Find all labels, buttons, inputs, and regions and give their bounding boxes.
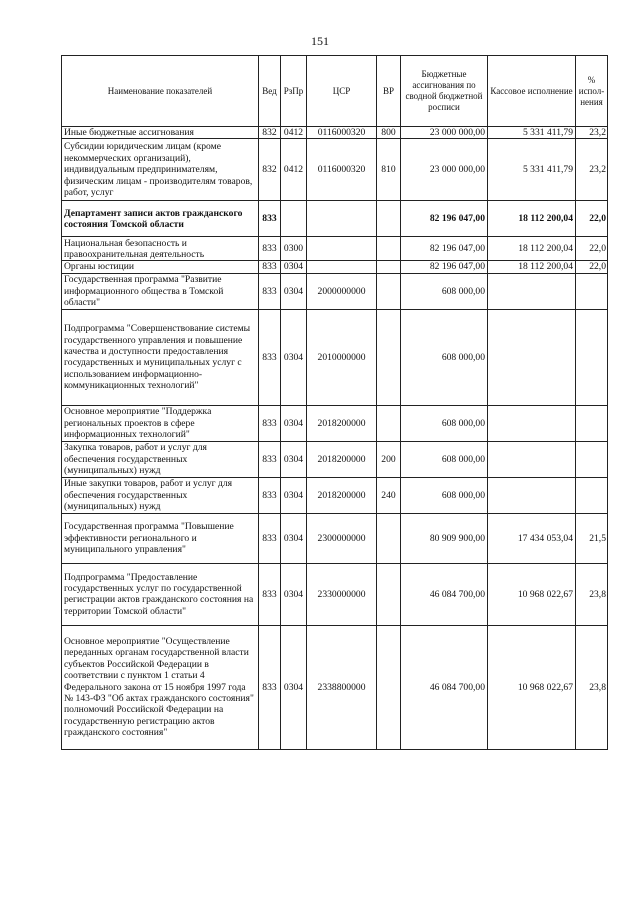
row-execution-cell bbox=[488, 477, 576, 513]
row-ved-cell: 832 bbox=[259, 127, 281, 139]
row-ved-cell: 833 bbox=[259, 309, 281, 405]
row-assignments-cell: 46 084 700,00 bbox=[401, 563, 488, 625]
row-rzpr-cell: 0304 bbox=[281, 563, 307, 625]
row-assignments-cell: 23 000 000,00 bbox=[401, 127, 488, 139]
row-ved-cell: 833 bbox=[259, 625, 281, 749]
row-execution-cell: 18 112 200,04 bbox=[488, 237, 576, 261]
row-csr-cell: 0116000320 bbox=[307, 139, 377, 201]
table-row bbox=[62, 261, 608, 273]
row-execution-cell: 5 331 411,79 bbox=[488, 127, 576, 139]
row-vr-cell: 810 bbox=[377, 139, 401, 201]
row-percent-cell bbox=[576, 309, 608, 405]
row-csr-cell: 2338800000 bbox=[307, 625, 377, 749]
table-row bbox=[62, 441, 608, 477]
row-ved-cell: 833 bbox=[259, 563, 281, 625]
header-rzpr: РзПр bbox=[281, 56, 307, 127]
table-header-row bbox=[62, 56, 608, 127]
row-assignments-cell: 46 084 700,00 bbox=[401, 625, 488, 749]
row-rzpr-cell: 0304 bbox=[281, 441, 307, 477]
row-rzpr-cell: 0304 bbox=[281, 405, 307, 441]
row-ved-cell: 833 bbox=[259, 405, 281, 441]
row-ved-cell: 833 bbox=[259, 261, 281, 273]
row-execution-cell bbox=[488, 273, 576, 309]
row-csr-cell: 2018200000 bbox=[307, 441, 377, 477]
row-csr-cell bbox=[307, 261, 377, 273]
row-percent-cell bbox=[576, 405, 608, 441]
header-csr: ЦСР bbox=[307, 56, 377, 127]
row-csr-cell: 2300000000 bbox=[307, 513, 377, 563]
header-name: Наименование показателей bbox=[62, 56, 259, 127]
table-row bbox=[62, 273, 608, 309]
table-row bbox=[62, 127, 608, 139]
row-execution-cell bbox=[488, 405, 576, 441]
row-assignments-cell: 608 000,00 bbox=[401, 405, 488, 441]
header-percent: % испол-нения bbox=[576, 56, 608, 127]
row-rzpr-cell bbox=[281, 201, 307, 237]
row-assignments-cell: 608 000,00 bbox=[401, 477, 488, 513]
row-percent-cell bbox=[576, 273, 608, 309]
row-execution-cell: 5 331 411,79 bbox=[488, 139, 576, 201]
row-vr-cell bbox=[377, 309, 401, 405]
row-execution-cell: 18 112 200,04 bbox=[488, 201, 576, 237]
header-execution: Кассовое исполнение bbox=[488, 56, 576, 127]
row-vr-cell: 800 bbox=[377, 127, 401, 139]
row-percent-cell bbox=[576, 477, 608, 513]
row-rzpr-cell: 0300 bbox=[281, 237, 307, 261]
row-assignments-cell: 608 000,00 bbox=[401, 273, 488, 309]
row-vr-cell bbox=[377, 625, 401, 749]
row-name-cell: Субсидии юридическим лицам (кроме некоммерческих организаций), индивидуальным предпринимателям, физическим лицам - производителям товаров, работ, услуг bbox=[62, 139, 259, 201]
row-name-cell: Департамент записи актов гражданского состояния Томской области bbox=[62, 201, 259, 237]
row-ved-cell: 833 bbox=[259, 513, 281, 563]
table-row bbox=[62, 139, 608, 201]
table-row bbox=[62, 513, 608, 563]
row-csr-cell: 2000000000 bbox=[307, 273, 377, 309]
row-percent-cell: 23,2 bbox=[576, 139, 608, 201]
table-row bbox=[62, 237, 608, 261]
header-vr: ВР bbox=[377, 56, 401, 127]
row-percent-cell: 23,2 bbox=[576, 127, 608, 139]
row-vr-cell bbox=[377, 201, 401, 237]
row-assignments-cell: 23 000 000,00 bbox=[401, 139, 488, 201]
row-ved-cell: 833 bbox=[259, 441, 281, 477]
header-ved: Вед bbox=[259, 56, 281, 127]
row-rzpr-cell: 0304 bbox=[281, 273, 307, 309]
table-row bbox=[62, 201, 608, 237]
table-row bbox=[62, 405, 608, 441]
row-vr-cell bbox=[377, 261, 401, 273]
row-percent-cell: 23,8 bbox=[576, 563, 608, 625]
row-name-cell: Подпрограмма "Совершенствование системы государственного управления и повышение качества и доступности предоставления государственных и муниципальных услуг с использованием информационно-коммуникационных технологий" bbox=[62, 309, 259, 405]
table-row bbox=[62, 563, 608, 625]
row-rzpr-cell: 0412 bbox=[281, 139, 307, 201]
row-name-cell: Государственная программа "Повышение эффективности регионального и муниципального управления" bbox=[62, 513, 259, 563]
row-csr-cell: 2018200000 bbox=[307, 405, 377, 441]
row-csr-cell: 2010000000 bbox=[307, 309, 377, 405]
row-execution-cell bbox=[488, 441, 576, 477]
row-name-cell: Иные закупки товаров, работ и услуг для обеспечения государственных (муниципальных) нужд bbox=[62, 477, 259, 513]
row-vr-cell bbox=[377, 563, 401, 625]
row-vr-cell bbox=[377, 237, 401, 261]
row-execution-cell: 18 112 200,04 bbox=[488, 261, 576, 273]
row-assignments-cell: 608 000,00 bbox=[401, 309, 488, 405]
row-name-cell: Иные бюджетные ассигнования bbox=[62, 127, 259, 139]
row-vr-cell bbox=[377, 273, 401, 309]
row-assignments-cell: 608 000,00 bbox=[401, 441, 488, 477]
page-number: 151 bbox=[311, 34, 329, 48]
row-ved-cell: 833 bbox=[259, 201, 281, 237]
row-assignments-cell: 82 196 047,00 bbox=[401, 237, 488, 261]
row-rzpr-cell: 0304 bbox=[281, 477, 307, 513]
row-percent-cell: 21,5 bbox=[576, 513, 608, 563]
row-rzpr-cell: 0412 bbox=[281, 127, 307, 139]
table-row bbox=[62, 625, 608, 749]
row-name-cell: Закупка товаров, работ и услуг для обеспечения государственных (муниципальных) нужд bbox=[62, 441, 259, 477]
row-name-cell: Национальная безопасность и правоохранительная деятельность bbox=[62, 237, 259, 261]
row-assignments-cell: 80 909 900,00 bbox=[401, 513, 488, 563]
row-csr-cell bbox=[307, 201, 377, 237]
row-assignments-cell: 82 196 047,00 bbox=[401, 201, 488, 237]
row-execution-cell: 17 434 053,04 bbox=[488, 513, 576, 563]
row-name-cell: Государственная программа "Развитие информационного общества в Томской области" bbox=[62, 273, 259, 309]
row-assignments-cell: 82 196 047,00 bbox=[401, 261, 488, 273]
row-rzpr-cell: 0304 bbox=[281, 261, 307, 273]
table-row bbox=[62, 477, 608, 513]
row-csr-cell bbox=[307, 237, 377, 261]
row-percent-cell: 22,0 bbox=[576, 261, 608, 273]
row-name-cell: Органы юстиции bbox=[62, 261, 259, 273]
row-name-cell: Основное мероприятие "Осуществление переданных органам государственной власти субъектов Российской Федерации в соответствии с пунктом 1 статьи 4 Федерального закона от 15 ноября 1997 года № 143-ФЗ "Об актах гражданского состояния" полномочий Российской Федерации на государственную регистрацию актов гражданского состояния" bbox=[62, 625, 259, 749]
row-vr-cell bbox=[377, 405, 401, 441]
row-rzpr-cell: 0304 bbox=[281, 309, 307, 405]
row-vr-cell bbox=[377, 513, 401, 563]
row-vr-cell: 240 bbox=[377, 477, 401, 513]
row-csr-cell: 0116000320 bbox=[307, 127, 377, 139]
row-ved-cell: 832 bbox=[259, 139, 281, 201]
row-rzpr-cell: 0304 bbox=[281, 625, 307, 749]
budget-table bbox=[61, 55, 608, 750]
row-rzpr-cell: 0304 bbox=[281, 513, 307, 563]
row-ved-cell: 833 bbox=[259, 477, 281, 513]
row-name-cell: Подпрограмма "Предоставление государственных услуг по государственной регистрации актов гражданского состояния на территории Томской области" bbox=[62, 563, 259, 625]
row-percent-cell: 23,8 bbox=[576, 625, 608, 749]
row-csr-cell: 2018200000 bbox=[307, 477, 377, 513]
table-row bbox=[62, 309, 608, 405]
header-assignments: Бюджетные ассигнования по сводной бюджетной росписи bbox=[401, 56, 488, 127]
row-percent-cell: 22,0 bbox=[576, 237, 608, 261]
row-percent-cell bbox=[576, 441, 608, 477]
row-csr-cell: 2330000000 bbox=[307, 563, 377, 625]
row-execution-cell: 10 968 022,67 bbox=[488, 625, 576, 749]
row-execution-cell: 10 968 022,67 bbox=[488, 563, 576, 625]
row-percent-cell: 22,0 bbox=[576, 201, 608, 237]
row-ved-cell: 833 bbox=[259, 237, 281, 261]
row-name-cell: Основное мероприятие "Поддержка региональных проектов в сфере информационных технологий" bbox=[62, 405, 259, 441]
row-execution-cell bbox=[488, 309, 576, 405]
row-vr-cell: 200 bbox=[377, 441, 401, 477]
row-ved-cell: 833 bbox=[259, 273, 281, 309]
